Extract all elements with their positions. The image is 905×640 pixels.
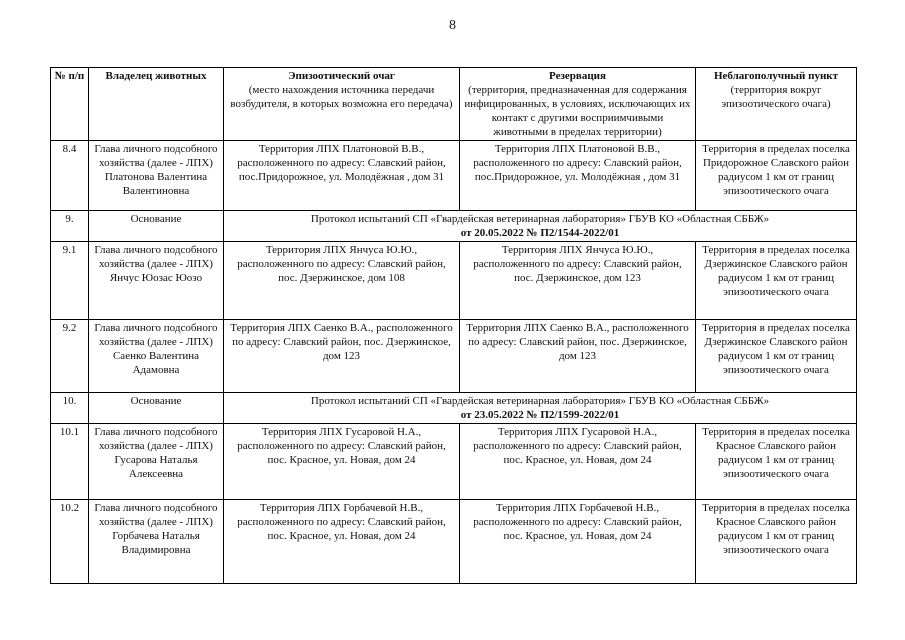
row-point: Территория в пределах поселка Дзержинское Славского район радиусом 1 км от границ эпизоотического очага (696, 242, 857, 320)
episootic-table (50, 67, 857, 584)
row-num: 9.2 (51, 320, 89, 393)
row-focus: Территория ЛПХ Янчуса Ю.Ю., расположенного по адресу: Славский район, пос. Дзержинское, дом 108 (224, 242, 460, 320)
row-focus: Территория ЛПХ Платоновой В.В., расположенного по адресу: Славский район, пос.Придорожное, ул. Молодёжная , дом 31 (224, 141, 460, 211)
table-header-row (51, 68, 857, 141)
row-num: 10. (51, 393, 89, 424)
row-focus: Территория ЛПХ Саенко В.А., расположенного по адресу: Славский район, пос. Дзержинское, дом 123 (224, 320, 460, 393)
row-owner: Глава личного подсобного хозяйства (далее - ЛПХ) Платонова Валентина Валентиновна (89, 141, 224, 211)
header-focus-sub: (место нахождения источника передачи возбудителя, в которых возможна его передача) (230, 84, 453, 110)
row-num: 8.4 (51, 141, 89, 211)
row-owner: Глава личного подсобного хозяйства (далее - ЛПХ) Саенко Валентина Адамовна (89, 320, 224, 393)
row-focus: Территория ЛПХ Горбачевой Н.В., расположенного по адресу: Славский район, пос. Красное, ул. Новая, дом 24 (224, 500, 460, 584)
row-reservation: Территория ЛПХ Гусаровой Н.А., расположенного по адресу: Славский район, пос. Красное, ул. Новая, дом 24 (460, 424, 696, 500)
row-reservation: Территория ЛПХ Горбачевой Н.В., расположенного по адресу: Славский район, пос. Красное, ул. Новая, дом 24 (460, 500, 696, 584)
row-point: Территория в пределах поселка Красное Славского район радиусом 1 км от границ эпизоотического очага (696, 500, 857, 584)
table-row (51, 141, 857, 211)
table-row (51, 320, 857, 393)
row-num: 10.1 (51, 424, 89, 500)
basis-row (51, 393, 857, 424)
row-focus: Территория ЛПХ Гусаровой Н.А., расположенного по адресу: Славский район, пос. Красное, ул. Новая, дом 24 (224, 424, 460, 500)
header-point-sub: (территория вокруг эпизоотического очага) (721, 84, 831, 110)
basis-cell (224, 393, 857, 424)
row-num: 9. (51, 211, 89, 242)
header-reservation (460, 68, 696, 141)
header-focus (224, 68, 460, 141)
header-point-title: Неблагополучный пункт (713, 70, 839, 82)
row-point: Территория в пределах поселка Красное Славского район радиусом 1 км от границ эпизоотического очага (696, 424, 857, 500)
basis-text: Протокол испытаний СП «Гвардейская ветеринарная лаборатория» ГБУВ КО «Областная СББЖ» (310, 213, 770, 225)
row-reservation: Территория ЛПХ Платоновой В.В., расположенного по адресу: Славский район, пос.Придорожное, ул. Молодёжная , дом 31 (460, 141, 696, 211)
row-owner: Глава личного подсобного хозяйства (далее - ЛПХ) Горбачева Наталья Владимировна (89, 500, 224, 584)
header-point (696, 68, 857, 141)
header-reservation-title: Резервация (549, 70, 606, 82)
table-row (51, 424, 857, 500)
row-owner: Глава личного подсобного хозяйства (далее - ЛПХ) Янчус Юозас Юозо (89, 242, 224, 320)
row-reservation: Территория ЛПХ Саенко В.А., расположенного по адресу: Славский район, пос. Дзержинское, дом 123 (460, 320, 696, 393)
header-reservation-sub: (территория, предназначенная для содержания инфицированных, в условиях, исключающих их контакт с другими восприимчивыми животными в пределах территории) (464, 84, 691, 138)
row-owner: Глава личного подсобного хозяйства (далее - ЛПХ) Гусарова Наталья Алексеевна (89, 424, 224, 500)
header-num: № п/п (51, 68, 89, 141)
table-row (51, 242, 857, 320)
basis-date: от 20.05.2022 № П2/1544-2022/01 (460, 227, 620, 239)
table-row (51, 500, 857, 584)
basis-date: от 23.05.2022 № П2/1599-2022/01 (460, 409, 620, 421)
row-num: 10.2 (51, 500, 89, 584)
row-reservation: Территория ЛПХ Янчуса Ю.Ю., расположенного по адресу: Славский район, пос. Дзержинское, дом 123 (460, 242, 696, 320)
row-num: 9.1 (51, 242, 89, 320)
page-number: 8 (449, 18, 456, 33)
basis-row (51, 211, 857, 242)
header-focus-title: Эпизоотический очаг (288, 70, 395, 82)
basis-cell (224, 211, 857, 242)
row-point: Территория в пределах поселка Придорожное Славского район радиусом 1 км от границ эпизоотического очага (696, 141, 857, 211)
header-owner: Владелец животных (89, 68, 224, 141)
basis-label: Основание (89, 393, 224, 424)
basis-text: Протокол испытаний СП «Гвардейская ветеринарная лаборатория» ГБУВ КО «Областная СББЖ» (310, 395, 770, 407)
basis-label: Основание (89, 211, 224, 242)
row-point: Территория в пределах поселка Дзержинское Славского район радиусом 1 км от границ эпизоотического очага (696, 320, 857, 393)
